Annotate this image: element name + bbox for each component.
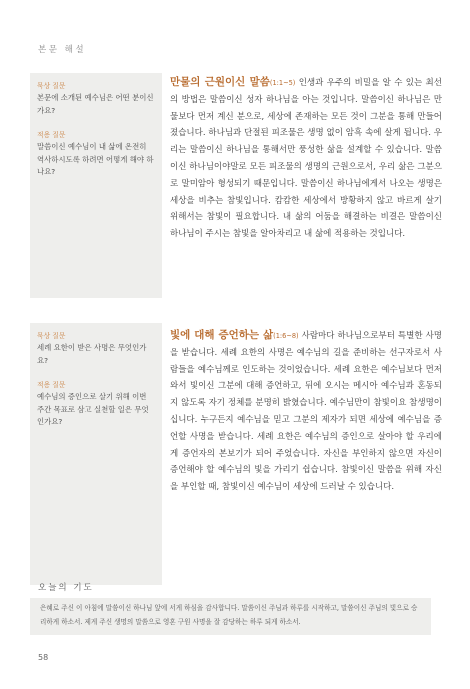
meditation-question: 본문에 소개된 예수님은 어떤 분이신가요? [37,93,154,115]
commentary-paragraph-1 [170,74,442,243]
question-box-2 [30,323,162,585]
application-label: 적용 질문 [37,131,66,139]
commentary-paragraph-2 [170,327,442,496]
paragraph-heading: 만물의 근원이신 말씀 [170,76,270,88]
scripture-reference: (1:6~8) [273,332,299,340]
today-prayer-title: 오늘의 기도 [38,583,94,593]
application-question: 예수님의 증인으로 살기 위해 이번 주간 목표로 삼고 실천할 일은 무엇인가요? [37,392,149,426]
today-prayer-box: 은혜로 주신 이 아침에 말씀이신 하나님 앞에 서게 하심을 감사합니다. 말씀이신 주님과 하루를 시작하고, 말씀이신 주님의 빛으로 승리하게 하소서. 제게 주신 생명의 말씀으로 영혼 구원 사명을 잘 감당하는 하루 되게 하소서. [30,598,431,635]
paragraph-heading: 빛에 대해 증언하는 삶 [170,329,274,341]
meditation-label: 묵상 질문 [37,332,66,340]
meditation-question: 세례 요한이 받은 사명은 무엇인가요? [37,343,147,365]
application-question: 말씀이신 예수님이 내 삶에 온전히 역사하시도록 하려면 어떻게 해야 하나요? [37,142,154,176]
application-label: 적용 질문 [37,381,66,389]
page-number: 58 [38,653,49,662]
paragraph-body: 사람마다 하나님으로부터 특별한 사명을 받습니다. 세례 요한의 사명은 예수님의 길을 준비하는 선구자로서 사람들을 예수님께로 인도하는 것이었습니다. 세례 요한은 예수님보다 먼저 와서 빛이신 그분에 대해 증언하고, 뒤에 오시는 메시아 예수님과 혼동되지 않도록 자기 정체를 분명히 밝혔습니다. 예수님만이 참빛이요 참생명이십니다. 누구든지 예수님을 믿고 그분의 제자가 되면 세상에 예수님을 증언할 사명을 받습니다. 세례 요한은 예수님의 증인으로 살아야 할 우리에게 증언자의 본보기가 되어 주었습니다. 자신을 부인하지 않으면 자신이 증언해야 할 예수님의 빛을 가리기 쉽습니다. 참빛이신 말씀을 위해 자신을 부인할 때, 참빛이신 예수님이 세상에 드러날 수 있습니다. [170,331,442,493]
meditation-label: 묵상 질문 [37,82,66,90]
scripture-reference: (1:1~5) [269,79,296,87]
section-header: 본문 해설 [38,45,87,55]
paragraph-body: 인생과 우주의 비밀을 알 수 있는 최선의 방법은 말씀이신 성자 하나님을 아는 것입니다. 말씀이신 하나님은 만물보다 먼저 계신 분으로, 세상에 존재하는 모든 것이 그분을 통해 만들어졌습니다. 하나님과 단절된 피조물은 생명 없이 암흑 속에 살게 됩니다. 우리는 말씀이신 하나님을 통해서만 풍성한 삶을 설계할 수 있습니다. 말씀이신 하나님이야말로 모든 피조물의 생명의 근원으로서, 우리 삶은 그분으로 말미암아 형성되기 때문입니다. 말씀이신 하나님에게서 나오는 생명은 세상을 비추는 참빛입니다. 캄캄한 세상에서 방황하지 않고 바르게 살기 위해서는 참빛이 필요합니다. 내 삶의 어둠을 해결하는 비결은 말씀이신 하나님이 주시는 참빛을 알아차리고 내 삶에 적용하는 것입니다. [170,78,442,240]
question-box-1 [30,73,162,298]
